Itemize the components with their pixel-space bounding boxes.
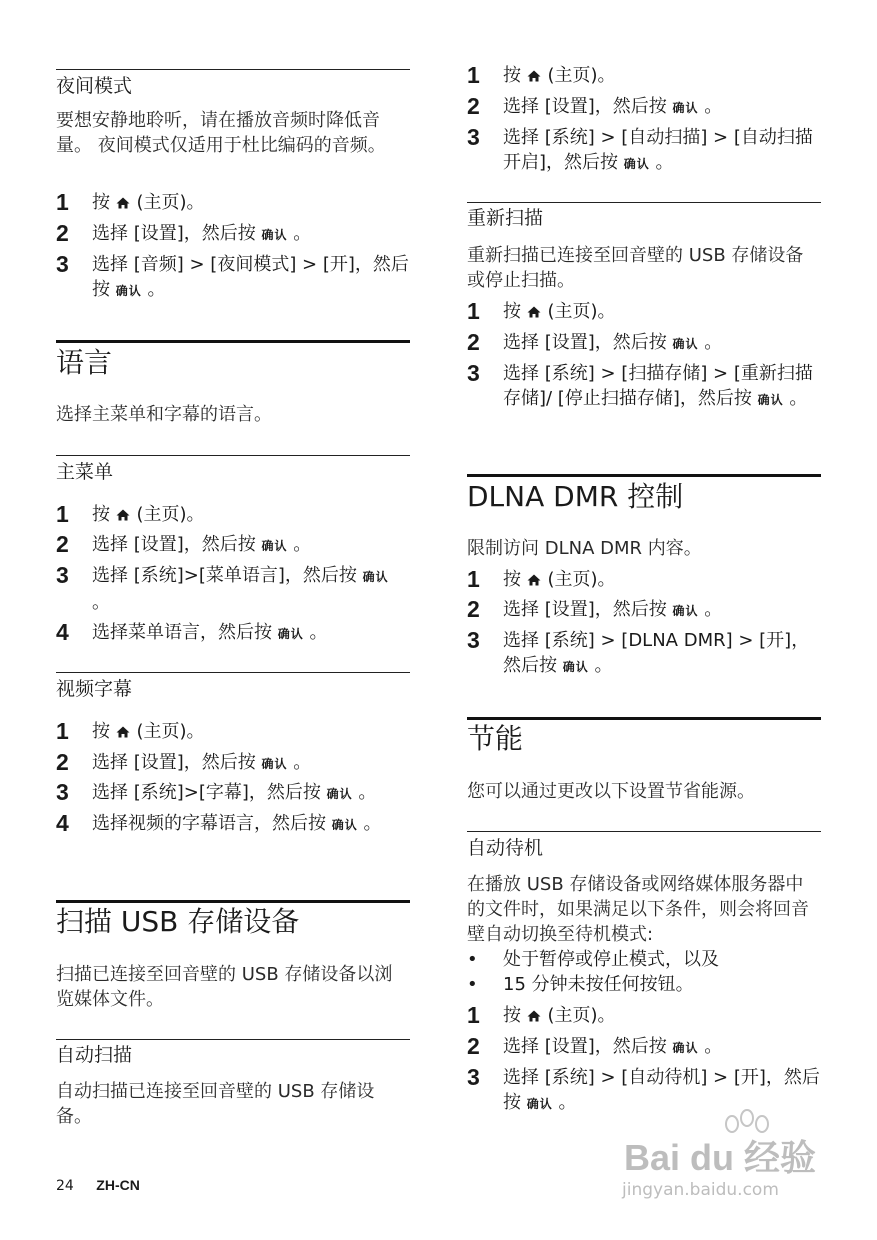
step-number: 3 xyxy=(56,562,69,588)
home-icon xyxy=(527,1004,541,1016)
divider xyxy=(467,831,821,832)
step-text: 按 (主页)。 xyxy=(92,721,205,742)
auto-scan-step xyxy=(467,94,821,121)
language-code: ZH-CN xyxy=(96,1177,140,1193)
step-text: 按 (主页)。 xyxy=(503,65,616,86)
home-icon xyxy=(527,568,541,580)
night-step xyxy=(56,190,410,215)
page-number: 24 xyxy=(56,1178,74,1194)
step-text: 选择 [系统] > [DLNA DMR] > [开]，然后按 确认 。 xyxy=(503,630,810,676)
baidu-watermark xyxy=(620,1108,825,1208)
step-number: 1 xyxy=(467,62,480,88)
dlna-heading: DLNA DMR 控制 xyxy=(467,480,684,513)
step-number: 2 xyxy=(467,329,480,355)
standby-step xyxy=(467,1003,821,1028)
step-number: 1 xyxy=(467,1002,480,1028)
step-number: 3 xyxy=(56,779,69,805)
divider xyxy=(467,202,821,203)
auto-scan-description: 自动扫描已连接至回音壁的 USB 存储设备。 xyxy=(56,1081,375,1127)
confirm-key-label: 确认 xyxy=(261,539,288,553)
step-number: 1 xyxy=(56,718,69,744)
auto-scan-heading: 自动扫描 xyxy=(56,1044,133,1066)
bullet-item xyxy=(467,972,821,997)
step-number: 2 xyxy=(467,596,480,622)
step-number: 2 xyxy=(467,93,480,119)
confirm-key-label: 确认 xyxy=(757,393,784,407)
confirm-key-label: 确认 xyxy=(277,627,304,641)
language-heading: 语言 xyxy=(56,346,113,379)
step-text: 选择 [设置]，然后按 确认 。 xyxy=(503,599,723,620)
step-text: 选择 [系统] > [自动扫描] > [自动扫描开启]，然后按 确认 。 xyxy=(503,127,813,173)
confirm-key-label: 确认 xyxy=(672,1041,699,1055)
watermark-url: jingyan.baidu.com xyxy=(622,1180,779,1200)
rescan-heading: 重新扫描 xyxy=(467,207,544,229)
eco-heading: 节能 xyxy=(467,722,524,755)
step-text: 选择 [系统]>[字幕]，然后按 确认 。 xyxy=(92,782,377,803)
subtitle-step xyxy=(56,750,410,777)
step-number: 3 xyxy=(467,1064,480,1090)
bullet-text: 处于暂停或停止模式，以及 xyxy=(503,949,719,970)
dlna-step xyxy=(467,597,821,624)
confirm-key-label: 确认 xyxy=(261,757,288,771)
step-number: 3 xyxy=(467,124,480,150)
step-number: 3 xyxy=(467,360,480,386)
confirm-key-label: 确认 xyxy=(362,570,389,584)
confirm-key-label: 确认 xyxy=(115,284,142,298)
confirm-key-label: 确认 xyxy=(623,157,650,171)
usb-scan-description: 扫描已连接至回音壁的 USB 存储设备以浏览媒体文件。 xyxy=(56,964,393,1010)
step-text: 按 (主页)。 xyxy=(92,192,205,213)
divider xyxy=(56,672,410,673)
rescan-step xyxy=(467,299,821,324)
menu-step xyxy=(56,532,410,559)
subtitle-step xyxy=(56,811,410,838)
confirm-key-label: 确认 xyxy=(326,787,353,801)
home-icon xyxy=(527,300,541,312)
bullet-item xyxy=(467,947,821,972)
main-menu-heading: 主菜单 xyxy=(56,461,114,483)
step-text: 选择 [设置]，然后按 确认 。 xyxy=(503,1036,723,1057)
confirm-key-label: 确认 xyxy=(261,228,288,242)
night-mode-heading: 夜间模式 xyxy=(56,75,133,97)
usb-scan-heading: 扫描 USB 存储设备 xyxy=(56,905,300,938)
confirm-key-label: 确认 xyxy=(526,1097,553,1111)
home-icon xyxy=(527,64,541,76)
section-divider xyxy=(56,340,410,343)
step-text: 选择 [系统] > [自动待机] > [开]，然后按 确认 。 xyxy=(503,1067,820,1113)
night-step xyxy=(56,252,410,304)
step-text: 选择 [设置]，然后按 确认 。 xyxy=(92,752,312,773)
section-divider xyxy=(467,717,821,720)
subtitles-heading: 视频字幕 xyxy=(56,678,133,700)
bullet-text: 15 分钟未按任何按钮。 xyxy=(503,974,694,995)
step-number: 2 xyxy=(56,749,69,775)
section-divider xyxy=(56,900,410,903)
confirm-key-label: 确认 xyxy=(562,660,589,674)
step-number: 2 xyxy=(56,531,69,557)
step-text: 选择 [设置]，然后按 确认 。 xyxy=(503,332,723,353)
step-number: 1 xyxy=(56,189,69,215)
step-number: 4 xyxy=(56,810,69,836)
watermark-logo-text: Bai du 经验 xyxy=(624,1137,817,1178)
menu-step xyxy=(56,563,410,615)
night-mode-description: 要想安静地聆听，请在播放音频时降低音量。 夜间模式仅适用于杜比编码的音频。 xyxy=(56,110,386,156)
home-icon xyxy=(116,720,130,732)
page-footer xyxy=(56,1176,140,1195)
step-text: 选择菜单语言，然后按 确认 。 xyxy=(92,622,328,643)
step-text: 按 (主页)。 xyxy=(503,301,616,322)
dlna-step xyxy=(467,567,821,592)
auto-scan-step xyxy=(467,63,821,88)
auto-standby-description: 在播放 USB 存储设备或网络媒体服务器中的文件时，如果满足以下条件，则会将回音壁自动切换至待机模式: xyxy=(467,874,809,945)
menu-step xyxy=(56,620,410,647)
bullet-dot: • xyxy=(467,974,478,995)
subtitle-step xyxy=(56,719,410,744)
home-icon xyxy=(116,191,130,203)
section-divider xyxy=(467,474,821,477)
confirm-key-label: 确认 xyxy=(672,604,699,618)
language-description: 选择主菜单和字幕的语言。 xyxy=(56,404,272,425)
subtitle-step xyxy=(56,780,410,807)
auto-scan-step xyxy=(467,125,821,177)
dlna-description: 限制访问 DLNA DMR 内容。 xyxy=(467,538,702,559)
step-number: 1 xyxy=(56,501,69,527)
step-number: 2 xyxy=(56,220,69,246)
step-text: 选择视频的字幕语言，然后按 确认 。 xyxy=(92,813,382,834)
home-icon xyxy=(116,503,130,515)
step-text: 选择 [系统]>[菜单语言]，然后按 确认 。 xyxy=(92,565,389,613)
step-number: 4 xyxy=(56,619,69,645)
menu-step xyxy=(56,502,410,527)
step-number: 1 xyxy=(467,566,480,592)
step-number: 2 xyxy=(467,1033,480,1059)
standby-step xyxy=(467,1034,821,1061)
step-text: 按 (主页)。 xyxy=(503,569,616,590)
divider xyxy=(56,1039,410,1040)
step-number: 3 xyxy=(467,627,480,653)
rescan-step xyxy=(467,361,821,413)
confirm-key-label: 确认 xyxy=(672,337,699,351)
step-text: 选择 [设置]，然后按 确认 。 xyxy=(503,96,723,117)
divider xyxy=(56,69,410,70)
auto-standby-heading: 自动待机 xyxy=(467,837,544,859)
step-text: 按 (主页)。 xyxy=(92,504,205,525)
step-text: 按 (主页)。 xyxy=(503,1005,616,1026)
bullet-dot: • xyxy=(467,949,478,970)
eco-description: 您可以通过更改以下设置节省能源。 xyxy=(467,781,755,802)
step-text: 选择 [系统] > [扫描存储] > [重新扫描存储]/ [停止扫描存储]，然后按 确认 。 xyxy=(503,363,813,409)
confirm-key-label: 确认 xyxy=(331,818,358,832)
step-text: 选择 [设置]，然后按 确认 。 xyxy=(92,534,312,555)
night-step xyxy=(56,221,410,248)
rescan-step xyxy=(467,330,821,357)
step-number: 1 xyxy=(467,298,480,324)
step-number: 3 xyxy=(56,251,69,277)
step-text: 选择 [设置]，然后按 确认 。 xyxy=(92,223,312,244)
step-text: 选择 [音频] > [夜间模式] > [开]，然后按 确认 。 xyxy=(92,254,409,300)
confirm-key-label: 确认 xyxy=(672,101,699,115)
rescan-description: 重新扫描已连接至回音壁的 USB 存储设备或停止扫描。 xyxy=(467,245,804,291)
divider xyxy=(56,455,410,456)
dlna-step xyxy=(467,628,821,680)
